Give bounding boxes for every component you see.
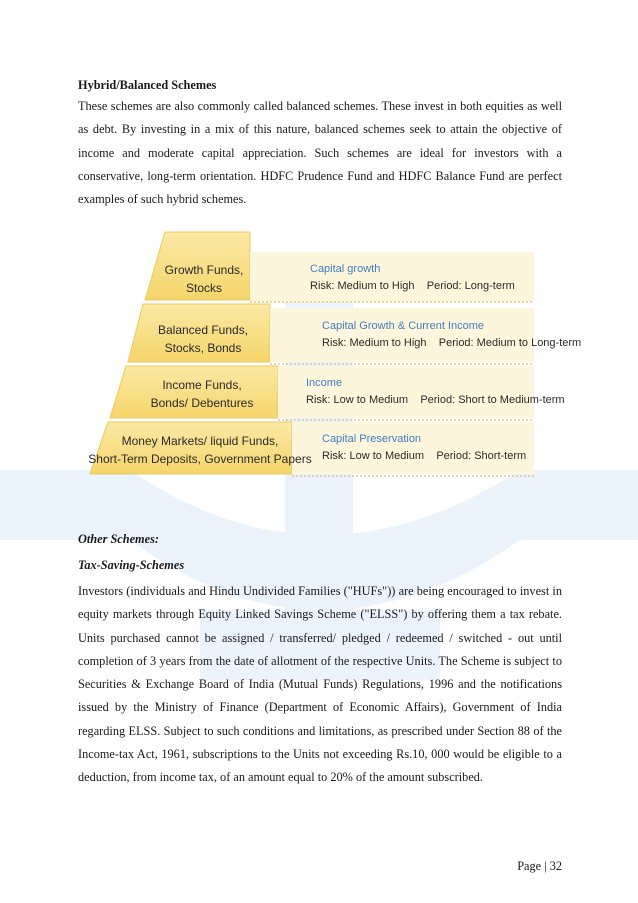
page-number: Page | 32	[517, 859, 562, 873]
tier-2-left-line2: Stocks, Bonds	[164, 341, 242, 355]
tier-1-title: Capital growth	[310, 263, 381, 275]
tier-2-left-line1: Balanced Funds,	[157, 323, 249, 337]
tier-4-detail: Risk: Low to Medium Period: Short-term	[322, 450, 527, 462]
tier-3-left-line2: Bonds/ Debentures	[150, 396, 254, 410]
tier-1-left-line1: Growth Funds,	[164, 263, 244, 277]
other-schemes-heading: Other Schemes:	[78, 532, 159, 546]
pyramid-tier-4	[90, 422, 292, 474]
tier-4-title: Capital Preservation	[322, 433, 422, 445]
tier-4-left-line2: Short-Term Deposits, Government Papers	[88, 452, 312, 466]
tier-2-title: Capital Growth & Current Income	[322, 320, 485, 332]
tier-1-detail: Risk: Medium to High Period: Long-term	[310, 280, 515, 292]
pyramid-tier-3	[110, 366, 278, 418]
tax-saving-paragraph: Investors (individuals and Hindu Undivided Families ("HUFs")) are being encouraged to invest in equity markets through Equity Linked Savings Scheme ("ELSS") by offering them a tax rebate. Units purchased cannot be assigned / transferred/ pledged / redeemed / switched - out until completion of 3 years from the date of allotment of the respective Units. The Scheme is subject to Securities & Exchange Board of India (Mutual Funds) Regulations, 1996 and the notifications issued by the Ministry of Finance (Department of Economic Affairs), Government of India regarding ELSS. Subject to such conditions and limitations, as prescribed under Section 88 of the Income-tax Act, 1961, subscriptions to the Units not exceeding Rs.10, 000 would be eligible to a deduction, from income tax, of an amount equal to 20% of the amount subscribed.	[78, 584, 562, 785]
tier-2-detail: Risk: Medium to High Period: Medium to Long-term	[322, 337, 582, 349]
intro-paragraph: These schemes are also commonly called balanced schemes. These invest in both equities as well as debt. By investing in a mix of this nature, balanced schemes seek to attain the objective of income and moderate capital appreciation. Such schemes are ideal for investors with a conservative, long-term orientation. HDFC Prudence Fund and HDFC Balance Fund are perfect examples of such hybrid schemes.	[78, 99, 562, 207]
tier-3-title: Income	[306, 377, 343, 389]
section-heading: Hybrid/Balanced Schemes	[78, 78, 217, 92]
tier-3-left-line1: Income Funds,	[162, 378, 242, 392]
tier-4-left-line1: Money Markets/ liquid Funds,	[121, 434, 279, 448]
tier-1-left-line2: Stocks	[185, 281, 223, 295]
tier-3-detail: Risk: Low to Medium Period: Short to Medium-term	[306, 394, 565, 406]
tax-saving-heading: Tax-Saving-Schemes	[78, 558, 185, 572]
